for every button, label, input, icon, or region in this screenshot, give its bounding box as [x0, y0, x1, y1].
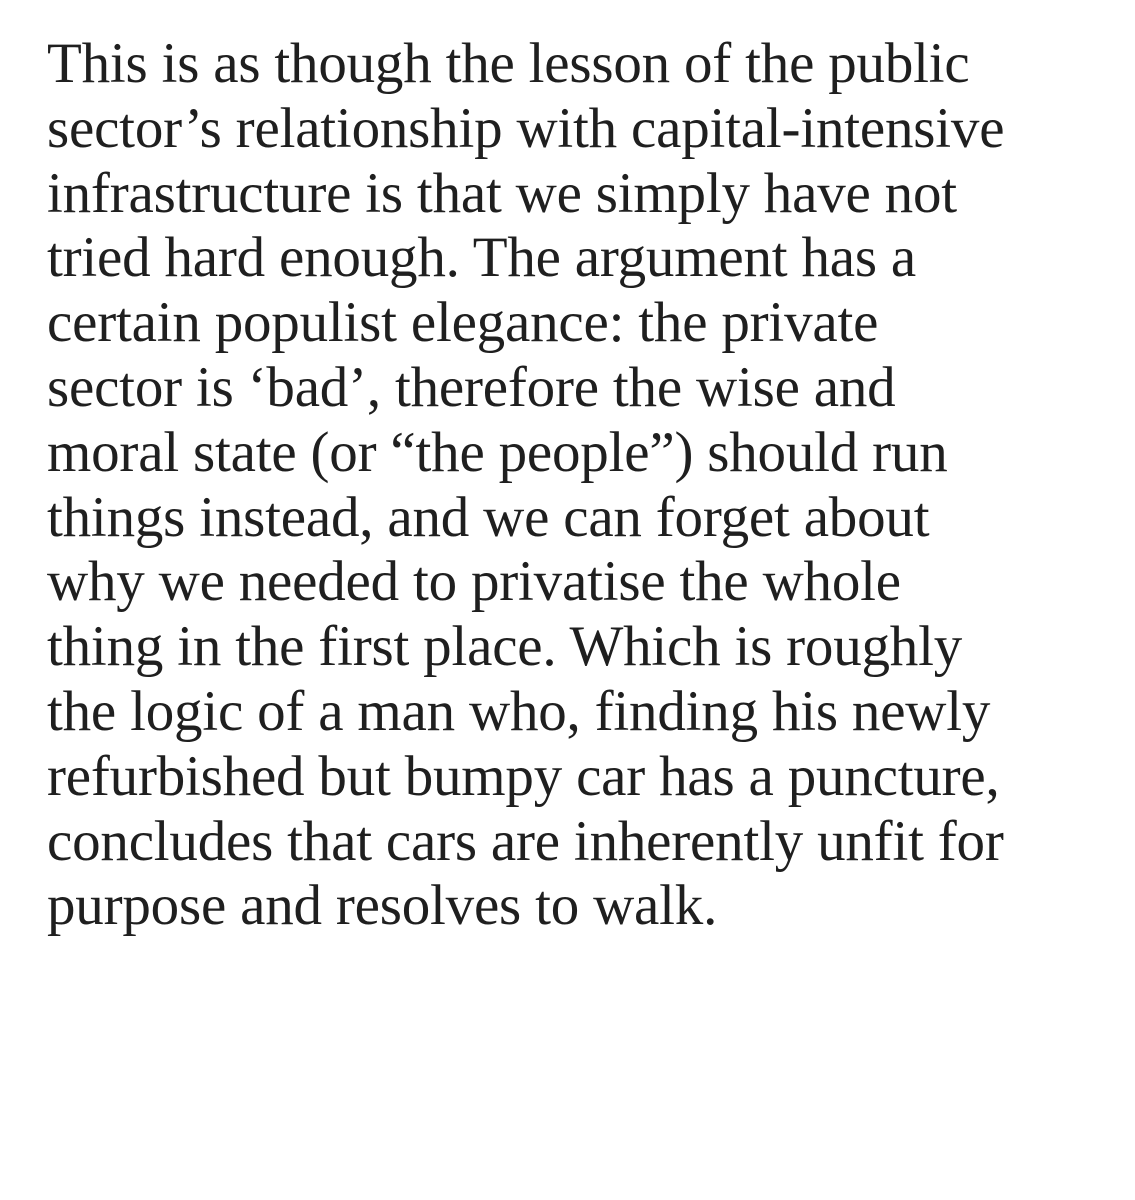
- paragraph-line-8: things instead, and we can forget about: [47, 485, 930, 549]
- paragraph-line-3: infrastructure is that we simply have not: [47, 161, 957, 225]
- paragraph-line-7: moral state (or “the people”) should run: [47, 420, 948, 484]
- paragraph-line-12: refurbished but bumpy car has a puncture,: [47, 744, 1000, 808]
- paragraph-line-6: sector is ‘bad’, therefore the wise and: [47, 355, 896, 419]
- body-paragraph: [47, 32, 1127, 939]
- paragraph-line-4: tried hard enough. The argument has a: [47, 226, 916, 290]
- paragraph-line-1: This is as though the lesson of the public: [47, 32, 970, 95]
- paragraph-line-10: thing in the first place. Which is roughly: [47, 615, 963, 679]
- paragraph-line-14: purpose and resolves to walk.: [47, 874, 718, 938]
- paragraph-line-13: concludes that cars are inherently unfit for: [47, 809, 1004, 873]
- paragraph-line-9: why we needed to privatise the whole: [47, 550, 901, 614]
- paragraph-line-11: the logic of a man who, finding his newly: [47, 679, 991, 743]
- paragraph-line-5: certain populist elegance: the private: [47, 291, 879, 355]
- paragraph-line-2: sector’s relationship with capital-intensive: [47, 96, 1005, 160]
